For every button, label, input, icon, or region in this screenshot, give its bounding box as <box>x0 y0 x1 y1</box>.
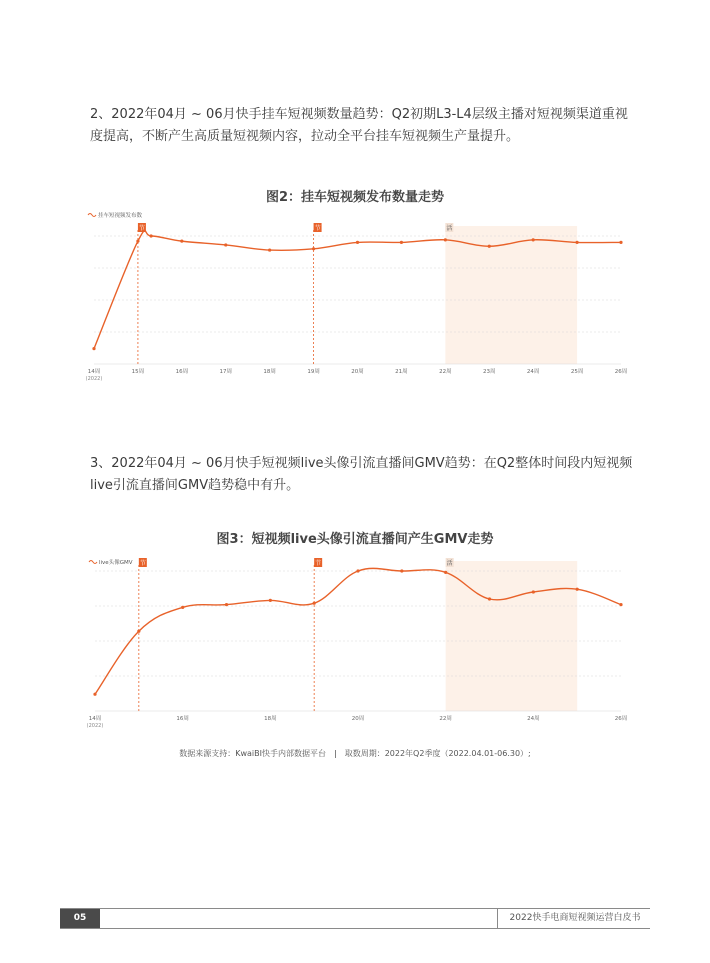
source-separator: | <box>334 749 337 758</box>
x-tick-label: 14周 <box>88 716 102 722</box>
event-marker-tag <box>314 558 322 567</box>
data-point <box>269 599 272 602</box>
legend-label: 挂车短视频发布数 <box>98 213 143 219</box>
x-tick-label: 16周 <box>176 716 189 722</box>
event-marker-label: 活 <box>446 560 453 567</box>
chart-3-title: 图3：短视频live头像引流直播间产生GMV走势 <box>216 532 494 547</box>
event-marker-tag <box>139 558 147 567</box>
x-tick-label: 17周 <box>219 369 232 375</box>
data-point <box>137 630 140 633</box>
footer-document-title: 2022快手电商短视频运营白皮书 <box>509 913 641 923</box>
x-tick-label: 19周 <box>307 369 320 375</box>
highlight-band <box>446 561 577 711</box>
x-tick-label: 24周 <box>526 369 540 375</box>
x-tick-label: 24周 <box>527 716 540 722</box>
paragraph-2-line-1: 2、2022年04月 ~ 06月快手挂车短视频数量趋势：Q2初期L3-L4层级主播对短视频渠道重视 <box>90 107 628 122</box>
data-point <box>576 588 579 591</box>
page-number: 05 <box>60 909 100 928</box>
x-tick-sublabel: (2022) <box>86 723 104 729</box>
x-tick-label: 15周 <box>131 369 145 375</box>
x-tick-label: 16周 <box>175 369 189 375</box>
x-tick-label: 20周 <box>351 369 364 375</box>
source-text: 数据来源支持：KwaiBI快手内部数据平台 <box>179 749 326 758</box>
event-marker-label: 节 <box>315 560 322 567</box>
data-point <box>313 602 316 605</box>
paragraph-2-line-2: 度提高，不断产生高质量短视频内容，拉动全平台挂车短视频生产量提升。 <box>90 129 520 144</box>
x-tick-label: 22周 <box>439 369 452 375</box>
data-point <box>619 603 622 606</box>
event-marker-label: 活 <box>446 225 453 232</box>
data-point <box>93 693 96 696</box>
x-tick-label: 26周 <box>614 716 628 722</box>
chart-2-title: 图2：挂车短视频发布数量走势 <box>265 190 445 205</box>
chart-legend <box>89 558 133 566</box>
footer-bottom-rule <box>60 928 650 929</box>
x-tick-label: 25周 <box>570 369 584 375</box>
source-period: 取数周期：2022年Q2季度（2022.04.01-06.30）; <box>344 749 531 758</box>
x-tick-label: 18周 <box>263 369 276 375</box>
x-tick-label: 18周 <box>264 716 277 722</box>
data-point <box>400 569 403 572</box>
paragraph-3-line-2: live引流直播间GMV趋势稳中有升。 <box>90 478 300 493</box>
x-tick-sublabel: (2022) <box>85 376 103 382</box>
data-point <box>444 571 447 574</box>
x-tick-label: 23周 <box>483 369 496 375</box>
event-marker-label: 节 <box>139 560 146 567</box>
x-tick-label: 21周 <box>395 369 408 375</box>
x-tick-label: 20周 <box>351 716 365 722</box>
paragraph-3-line-1: 3、2022年04月 ~ 06月快手短视频live头像引流直播间GMV趋势：在Q2整体时间段内短视频 <box>90 456 633 471</box>
x-tick-label: 22周 <box>439 716 452 722</box>
x-tick-label: 26周 <box>614 369 628 375</box>
data-point <box>532 590 535 593</box>
x-tick-label: 14周 <box>87 369 101 375</box>
legend-label: live头像GMV <box>99 560 133 566</box>
legend-swatch <box>89 561 97 564</box>
footer-divider <box>497 909 498 928</box>
data-point <box>488 597 491 600</box>
data-point <box>356 569 359 572</box>
data-point <box>181 606 184 609</box>
event-marker-label: 节 <box>138 225 145 232</box>
data-source-note <box>0 748 710 759</box>
data-point <box>225 603 228 606</box>
event-marker-tag <box>446 558 454 567</box>
event-marker-label: 节 <box>314 225 321 232</box>
